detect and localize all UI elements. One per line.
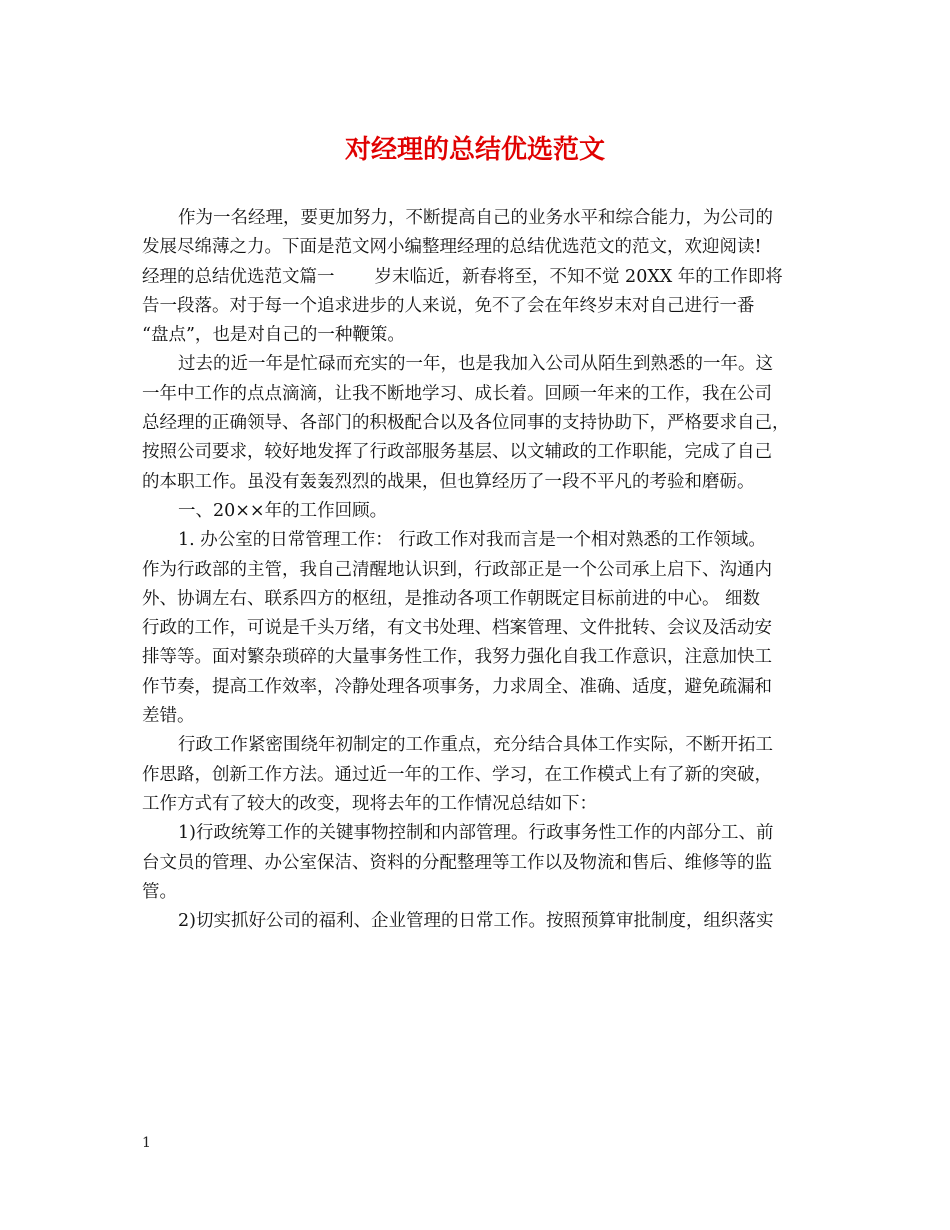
text-line: 排等等。面对繁杂琐碎的大量事务性工作，我努力强化自我工作意识，注意加快工 <box>142 647 772 668</box>
text-line: 作节奏，提高工作效率，冷静处理各项事务，力求周全、准确、适度，避免疏漏和 <box>142 676 772 697</box>
text-line: 作为一名经理，要更加努力，不断提高自己的业务水平和综合能力，为公司的 <box>178 208 773 228</box>
text-line: 一年中工作的点点滴滴，让我不断地学习、成长着。回顾一年来的工作，我在公司 <box>142 383 772 404</box>
text-line: 告一段落。对于每一个追求进步的人来说，免不了会在年终岁末对自己进行一番 <box>142 295 755 316</box>
text-line: 行政工作紧密围绕年初制定的工作重点，充分结合具体工作实际，不断开拓工 <box>178 735 773 756</box>
text-line: 作为行政部的主管，我自己清醒地认识到，行政部正是一个公司承上启下、沟通内 <box>142 559 772 580</box>
text-line: 1)行政统筹工作的关键事物控制和内部管理。行政事务性工作的内部分工、前 <box>178 823 774 844</box>
text-line: 发展尽绵薄之力。下面是范文网小编整理经理的总结优选范文的范文，欢迎阅读! <box>142 237 762 258</box>
page-number: 1 <box>142 1135 151 1151</box>
text-line: 1. 办公室的日常管理工作： 行政工作对我而言是一个相对熟悉的工作领域。 <box>178 530 766 551</box>
text-line: 一、20××年的工作回顾。 <box>178 500 388 521</box>
text-line: 台文员的管理、办公室保洁、资料的分配整理等工作以及物流和售后、维修等的监 <box>142 852 772 873</box>
text-line: 工作方式有了较大的改变，现将去年的工作情况总结如下： <box>142 793 597 814</box>
text-line: “盘点”，也是对自己的一种鞭策。 <box>142 325 405 346</box>
text-line: 行政的工作，可说是千头万绪，有文书处理、档案管理、文件批转、会议及活动安 <box>142 618 772 639</box>
text-line: 管。 <box>142 881 177 902</box>
text-line: 差错。 <box>142 706 195 727</box>
document-body <box>142 204 814 936</box>
section-heading: 经理的总结优选范文篇一 <box>142 266 335 287</box>
text-line: 过去的近一年是忙碌而充实的一年，也是我加入公司从陌生到熟悉的一年。这 <box>178 354 773 375</box>
text-line <box>142 263 814 292</box>
text-line: 按照公司要求，较好地发挥了行政部服务基层、以文辅政的工作职能，完成了自己 <box>142 442 772 463</box>
text-line: 的本职工作。虽没有轰轰烈烈的战果，但也算经历了一段不平凡的考验和磨砺。 <box>142 471 755 492</box>
text-line: 作思路，创新工作方法。通过近一年的工作、学习，在工作模式上有了新的突破， <box>142 764 772 785</box>
document-title: 对经理的总结优选范文 <box>344 135 605 165</box>
text-line: 总经理的正确领导、各部门的积极配合以及各位同事的支持协助下，严格要求自己， <box>142 413 790 434</box>
text-line: 2)切实抓好公司的福利、企业管理的日常工作。按照预算审批制度，组织落实 <box>178 911 774 932</box>
text-line: 外、协调左右、联系四方的枢纽，是推动各项工作朝既定目标前进的中心。 细数 <box>142 588 761 609</box>
text-segment: 岁末临近，新春将至，不知不觉 20XX 年的工作即将 <box>374 266 783 287</box>
